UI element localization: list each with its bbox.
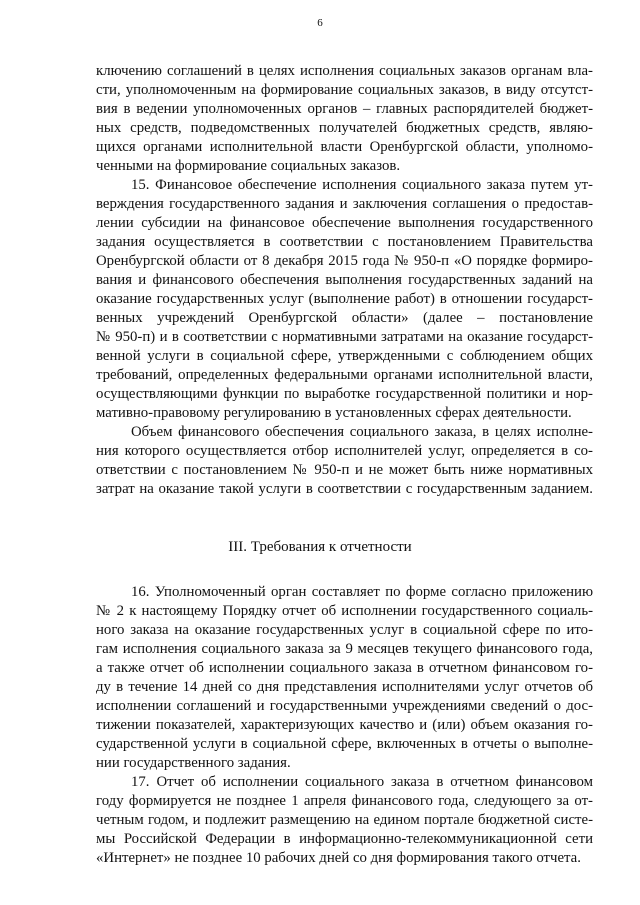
text-line: № 950-п) и в соответствии с нормативными затратами на оказание государст- — [96, 329, 593, 345]
text-line: «Интернет» не позднее 10 рабочих дней со дня формирования такого отчета. — [96, 850, 581, 866]
text-line: венных учреждений Оренбургской области» (далее – постановление — [96, 310, 593, 326]
text-line: вия в ведении уполномоченных органов – главных распорядителей бюджет- — [96, 101, 593, 117]
text-line: а также отчет об исполнении социального заказа в отчетном финансовом го- — [96, 660, 593, 676]
text-line: исполнении соглашений и государственными учреждениями сведений о дос- — [96, 698, 593, 714]
text-line: тижении показателей, характеризующих качество и (или) объем оказания го- — [96, 717, 593, 733]
paragraph-volume-start: Объем финансового обеспечения социального заказа, в целях исполне- — [131, 424, 593, 440]
text-line: ния которого осуществляется отбор исполнителей услуг, определяется в со- — [96, 443, 593, 459]
text-line: четным годом, и подлежит размещению на едином портале бюджетной систе- — [96, 812, 593, 828]
text-line: ду в течение 14 дней со дня представления исполнителями услуг отчетов об — [96, 679, 593, 695]
page-number: 6 — [317, 17, 323, 29]
paragraph-16-start: 16. Уполномоченный орган составляет по форме согласно приложению — [131, 584, 593, 600]
text-line: венной услуги в социальной сфере, утвержденными с соблюдением общих — [96, 348, 593, 364]
text-line: сти, уполномоченным на формирование социальных заказов, в виду отсутст- — [96, 82, 593, 98]
paragraph-15-start: 15. Финансовое обеспечение исполнения социального заказа путем ут- — [131, 177, 593, 193]
paragraph-17-start: 17. Отчет об исполнении социального заказа в отчетном финансовом — [131, 774, 593, 790]
text-line: затрат на оказание такой услуги в соответствии с государственным заданием. — [96, 481, 593, 497]
text-line: году формируется не позднее 1 апреля финансового года, следующего за от- — [96, 793, 593, 809]
text-line: ного заказа на оказание государственных услуг в социальной сфере по ито- — [96, 622, 593, 638]
text-line: щихся органами исполнительной власти Оренбургской области, уполномо- — [96, 139, 593, 155]
text-line: вания и финансового обеспечения выполнения государственных заданий на — [96, 272, 593, 288]
text-line: лении субсидии на финансовое обеспечение выполнения государственного — [96, 215, 593, 231]
text-line: верждения государственного задания и заключения соглашения о предостав- — [96, 196, 593, 212]
text-line: гам исполнения социального заказа за 9 месяцев текущего финансового года, — [96, 641, 593, 657]
text-line: мы Российской Федерации в информационно-телекоммуникационной сети — [96, 831, 593, 847]
text-line: ных средств, подведомственных получателей бюджетных средств, являю- — [96, 120, 593, 136]
text-line: требований, определенных федеральными органами исполнительной власти, — [96, 367, 593, 383]
text-line: ченными на формирование социальных заказов. — [96, 158, 401, 174]
text-line: мативно-правовому регулированию в установленных сферах деятельности. — [96, 405, 572, 421]
text-line: № 2 к настоящему Порядку отчет об исполнении государственного социаль- — [96, 603, 593, 619]
section-heading: III. Требования к отчетности — [228, 539, 412, 555]
text-line: сударственной услуги в социальной сфере, включенных в отчеты о выполне- — [96, 736, 593, 752]
text-line: Оренбургской области от 8 декабря 2015 года № 950-п «О порядке формиро- — [96, 253, 593, 269]
text-line: ключению соглашений в целях исполнения социальных заказов органам вла- — [96, 63, 593, 79]
text-line: ответствии с постановлением № 950-п и не может быть ниже нормативных — [96, 462, 593, 478]
text-line: осуществляющими функции по выработке государственной политики и нор- — [96, 386, 593, 402]
text-line: задания осуществляется в соответствии с постановлением Правительства — [96, 234, 593, 250]
text-line: оказание государственных услуг (выполнение работ) в отношении государст- — [96, 291, 593, 307]
text-line: нии государственного задания. — [96, 755, 291, 771]
